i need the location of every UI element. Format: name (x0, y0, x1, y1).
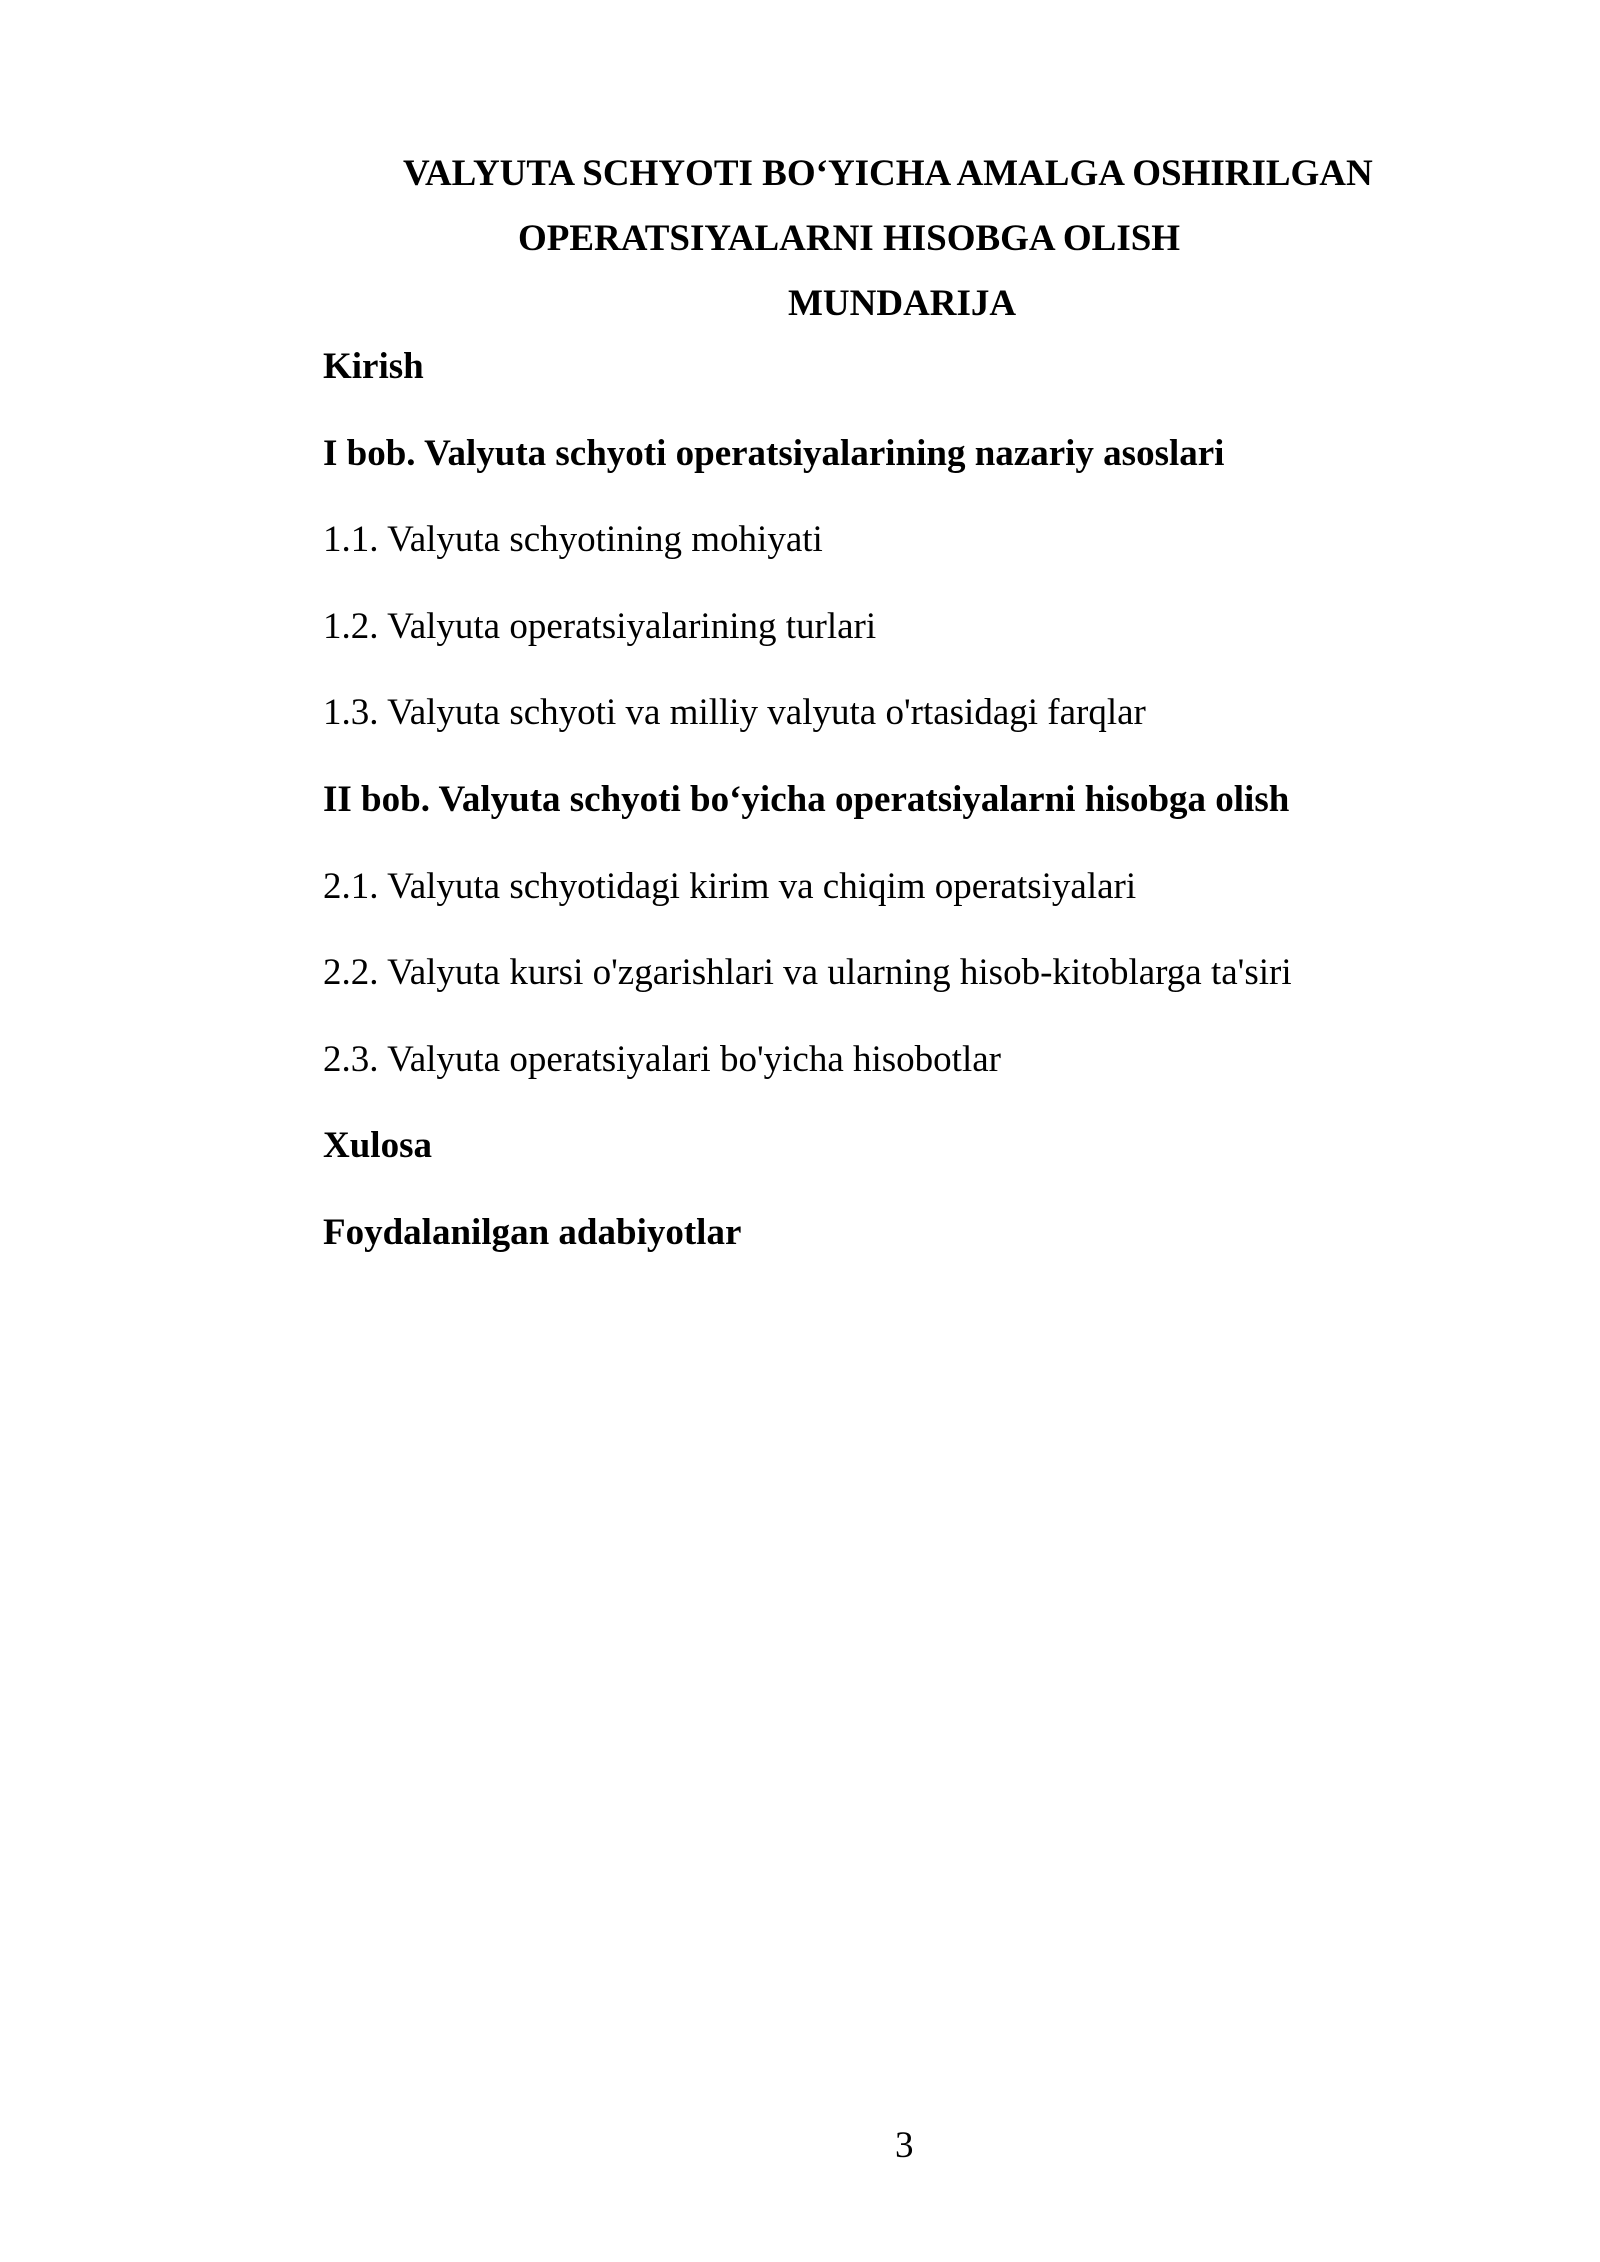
toc-entry-chapter-2: II bob. Valyuta schyoti bo‘yicha operatsiyalarni hisobga olish (323, 778, 1290, 820)
toc-entry-xulosa: Xulosa (323, 1125, 432, 1167)
toc-heading: MUNDARIJA (788, 283, 1017, 324)
table-of-contents (323, 345, 1292, 1298)
toc-entry-section-2-3: 2.3. Valyuta operatsiyalari bo'yicha hisobotlar (323, 1038, 1001, 1080)
toc-entry-references: Foydalanilgan adabiyotlar (323, 1211, 742, 1253)
document-title-line-2: OPERATSIYALARNI HISOBGA OLISH (518, 218, 1181, 259)
toc-entry-section-1-1: 1.1. Valyuta schyotining mohiyati (323, 519, 823, 561)
toc-entry-kirish: Kirish (323, 346, 424, 387)
toc-entry-section-1-2: 1.2. Valyuta operatsiyalarining turlari (323, 605, 877, 647)
toc-entry-chapter-1: I bob. Valyuta schyoti operatsiyalarining nazariy asoslari (323, 432, 1225, 474)
toc-entry-section-2-2: 2.2. Valyuta kursi o'zgarishlari va ularning hisob-kitoblarga ta'siri (323, 952, 1292, 994)
toc-entry-section-1-3: 1.3. Valyuta schyoti va milliy valyuta o'rtasidagi farqlar (323, 692, 1146, 734)
toc-entry-section-2-1: 2.1. Valyuta schyotidagi kirim va chiqim operatsiyalari (323, 865, 1137, 907)
document-title-line-1: VALYUTA SCHYOTI BO‘YICHA AMALGA OSHIRILGAN (403, 153, 1373, 194)
page-number: 3 (895, 2125, 914, 2166)
